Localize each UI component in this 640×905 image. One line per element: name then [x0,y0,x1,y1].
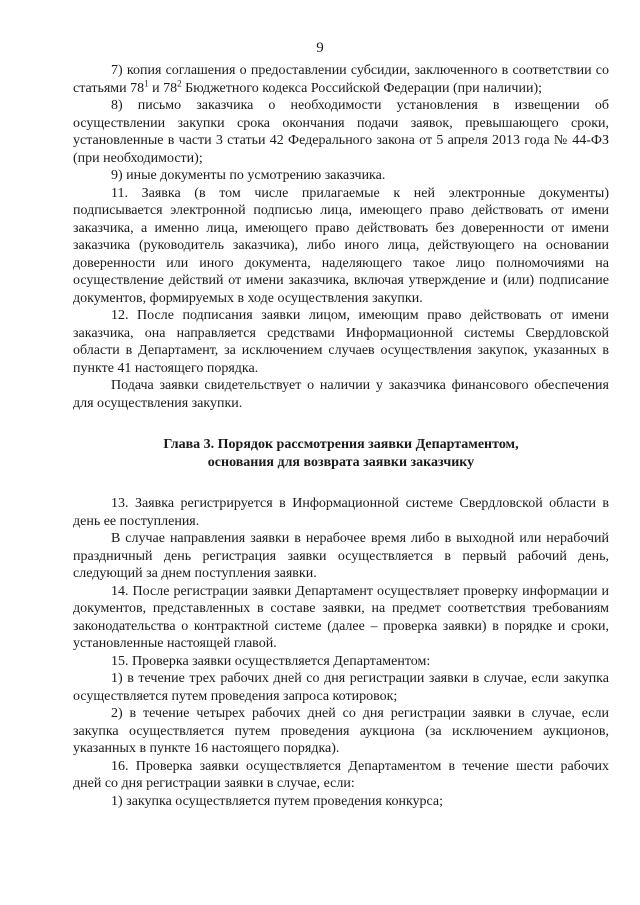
chapter-heading-line2: основания для возврата заявки заказчику [207,454,475,470]
paragraph-clause-15-item-2: 2) в течение четырех рабочих дней со дня регистрации заявки в случае, если закупка осуществляется путем проведения аукциона (за исключением аукционов, указанных в пункте 16 настоящего порядка). [73,706,609,756]
paragraph-nonworking-day: В случае направления заявки в нерабочее время либо в выходной или нерабочий праздничный день регистрация заявки осуществляется в первый рабочий день, следующий за днем поступления заявки. [73,531,609,581]
paragraph-clause-12: 12. После подписания заявки лицом, имеющим право действовать от имени заказчика, она направляется средствами Информационной системы Свердловской области в Департамент, за исключением случаев осуществления закупок, указанных в пункте 41 настоящего порядка. [73,308,609,376]
paragraph-clause-14: 14. После регистрации заявки Департамент осуществляет проверку информации и документов, представленных в составе заявки, на предмет соответствия требованиям законодательства о контрактной системе (далее – проверка заявки) в порядке и сроки, установленные настоящей главой. [73,583,609,651]
paragraph-clause-15-item-1: 1) в течение трех рабочих дней со дня регистрации заявки в случае, если закупка осуществляется путем проведения запроса котировок; [73,671,609,704]
chapter-heading-line1: Глава 3. Порядок рассмотрения заявки Департаментом, [163,437,519,452]
paragraph-clause-13: 13. Заявка регистрируется в Информационной системе Свердловской области в день ее поступления. [73,496,609,529]
document-body [73,62,609,810]
paragraph-item-9: 9) иные документы по усмотрению заказчика. [111,168,386,183]
paragraph-clause-11: 11. Заявка (в том числе прилагаемые к ней электронные документы) подписывается электронной подписью лица, имеющего право действовать от имени заказчика, а именно лица, имеющего право действовать без доверенности от имени заказчика (руководитель заказчика), либо иного лица, действующего на основании доверенности или иного документа, наделяющего такое лицо полномочиями на осуществление действий от имени заказчика, включая утверждение и (или) подписание документов, формируемых в ходе осуществления закупки. [73,185,609,306]
paragraph-clause-15: 15. Проверка заявки осуществляется Департаментом: [111,653,431,669]
chapter-heading [73,436,609,471]
paragraph-item-8: 8) письмо заказчика о необходимости установления в извещении об осуществлении закупки срока окончания подачи заявок, превышающего сроки, установленные в части 3 статьи 42 Федерального закона от 5 апреля 2013 года № 44-ФЗ (при необходимости); [73,98,609,166]
page-number: 9 [316,40,324,56]
paragraph-clause-16-item-1: 1) закупка осуществляется путем проведения конкурса; [111,793,444,809]
paragraph-clause-16: 16. Проверка заявки осуществляется Департаментом в течение шести рабочих дней со дня регистрации заявки в случае, если: [73,758,609,791]
paragraph-item-7: 7) копия соглашения о предоставлении субсидии, заключенного в соответствии со статьями $78^1$ и $78^2$ Бюджетного кодекса Российской Федерации (при наличии); [73,63,609,96]
paragraph-submission-note: Подача заявки свидетельствует о наличии у заказчика финансового обеспечения для осуществления закупки. [73,378,609,411]
